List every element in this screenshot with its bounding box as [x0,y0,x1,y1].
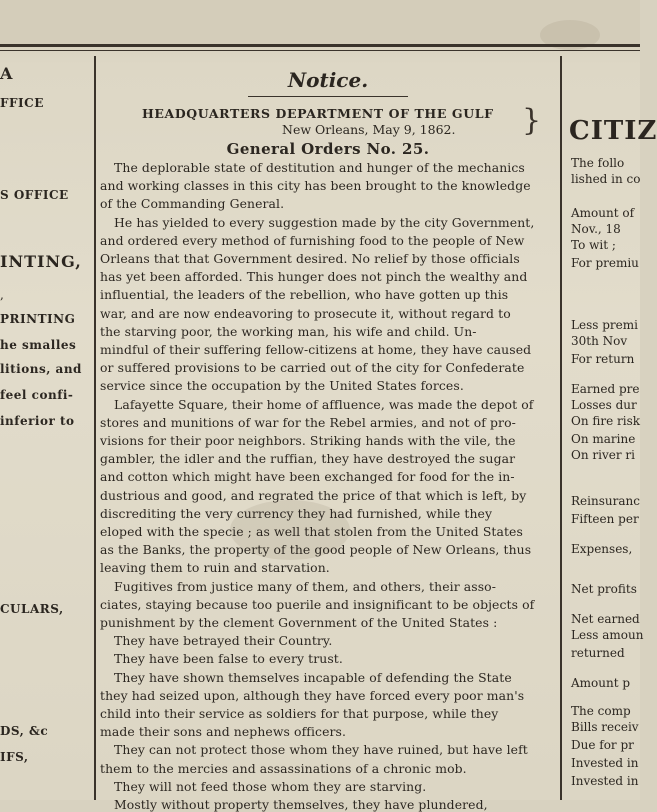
article-line: war, and are now endeavoring to prosecute it, without regard to [100,305,511,321]
right-column-fragment: Fifteen per [571,512,639,526]
article-line: They will not feed those whom they are starving. [114,778,427,794]
right-column-fragment: 30th Nov [571,334,628,348]
column-rule-left [94,56,96,800]
column-rule-right [560,56,562,800]
right-column-fragment: Amount of [571,206,635,220]
article-line: service since the occupation by the United States forces. [100,378,464,394]
article-line: and ordered every method of furnishing food to the people of New [100,232,525,248]
article-line: Mostly without property themselves, they have plundered, [114,797,488,812]
article-line: They have betrayed their Country. [114,633,333,649]
article-line: discrediting the very currency they had furnished, while they [100,505,493,521]
right-column-fragment: returned [571,646,625,660]
article-line: Lafayette Square, their home of affluence, was made the depot of [114,396,534,412]
right-column-fragment: Nov., 18 [571,222,621,236]
right-column-fragment: For return [571,352,635,366]
orders-title: General Orders No. 25. [226,140,430,158]
left-column-fragment: , [0,288,4,302]
article-line: child into their service as soldiers for that purpose, while they [100,706,499,721]
right-column-fragment: Less amoun [571,628,644,642]
right-column-fragment: Net profits [571,582,637,596]
article-line: They can not protect those whom they have ruined, but have left [114,742,528,758]
article-line: they had seized upon, although they have forced every poor man's [100,687,525,703]
left-column-fragment: DS, &c [0,724,49,738]
right-column-fragment: On river ri [571,448,635,462]
article-line: Fugitives from justice many of them, and others, their asso- [114,578,497,594]
right-column-fragment: To wit ; [571,238,616,252]
right-column-fragment: On marine [571,432,636,446]
right-column-fragment: Expenses, [571,542,633,556]
article-column [98,62,558,812]
top-rule-thin [0,50,640,51]
right-column-fragment: Net earned [571,612,640,626]
right-column-fragment: Amount p [571,676,631,690]
article-line: and cotton which might have been exchanged for food for the in- [100,469,515,485]
right-column-fragment: Earned pre [571,382,640,396]
left-column-fragment: IFS, [0,750,29,764]
article-line: mindful of their suffering fellow-citizens at home, they have caused [100,342,532,357]
article-line: visions for their poor neighbors. Striking hands with the vile, the [100,433,516,448]
article-line: eloped with the specie ; as well that stolen from the United States [100,524,523,539]
article-line: punishment by the clement Government of the United States : [100,615,498,630]
right-column-fragment: Invested in [571,756,639,770]
heading-rule [248,96,408,97]
left-column-fragment: CULARS, [0,602,64,616]
left-column-fragment: litions, and [0,362,82,376]
right-column-fragment: The comp [571,704,631,718]
article-line: has yet been afforded. This hunger does not pinch the wealthy and [100,269,528,285]
article-line: He has yielded to every suggestion made by the city Government, [114,214,535,230]
left-column-fragment: he smalles [0,338,77,352]
right-column-fragment: Invested in [571,774,639,788]
article-line: the starving poor, the working man, his wife and child. Un- [100,323,477,339]
article-line: leaving them to ruin and starvation. [100,560,330,576]
right-column-fragment: Due for pr [571,738,634,752]
article-line: The deplorable state of destitution and hunger of the mechanics [114,160,525,175]
left-column-fragment: inferior to [0,414,75,428]
right-column-fragment: Bills receiv [571,720,639,734]
headquarters-line: HEADQUARTERS DEPARTMENT OF THE GULF [142,106,494,121]
left-column-fragment: S OFFICE [0,188,69,202]
right-column-fragment: For premiu [571,256,639,270]
left-column-fragment: A [0,64,14,83]
notice-heading: Notice. [287,68,369,92]
article-line: They have been false to every trust. [114,651,343,667]
article-line: stores and munitions of war for the Rebel armies, and not of pro- [100,414,516,430]
dateline: New Orleans, May 9, 1862. [282,122,456,137]
left-column-fragment: feel confi- [0,388,74,402]
right-column-fragment: Losses dur [571,398,637,412]
article-line: them to the mercies and assassinations of a chronic mob. [100,760,467,776]
article-line: or suffered provisions to be carried out of the city for Confederate [100,360,525,376]
right-column-fragment: Reinsuranc [571,494,640,508]
right-column-fragment: lished in co [571,172,641,186]
article-line: They have shown themselves incapable of defending the State [114,669,512,685]
article-line: ciates, staying because too puerile and insignificant to be objects of [100,596,535,612]
article-line: and working classes in this city has been brought to the knowledge [100,178,531,194]
article-line: of the Commanding General. [100,196,285,212]
article-line: Orleans that that Government desired. No relief by those officials [100,251,520,266]
article-line: influential, the leaders of the rebellion, who have gotten up this [100,287,509,303]
right-column-fragment: CITIZ [569,116,657,146]
brace-glyph: } [522,103,542,138]
left-column-fragment: INTING, [0,252,82,271]
article-line: gambler, the idler and the ruffian, they have destroyed the sugar [100,451,516,467]
right-column-fragment: The follo [571,156,625,170]
top-rule [0,44,640,47]
right-column [563,56,657,800]
article-line: as the Banks, the property of the good people of New Orleans, thus [100,542,532,558]
article-line: made their sons and nephews officers. [100,724,347,740]
right-column-fragment: On fire risk [571,414,641,428]
left-column-fragment: FFICE [0,96,44,110]
article-line: dustrious and good, and regrated the price of that which is left, by [100,487,527,503]
left-column-fragment: PRINTING [0,312,76,326]
right-column-fragment: Less premi [571,318,638,332]
left-column [0,56,92,800]
